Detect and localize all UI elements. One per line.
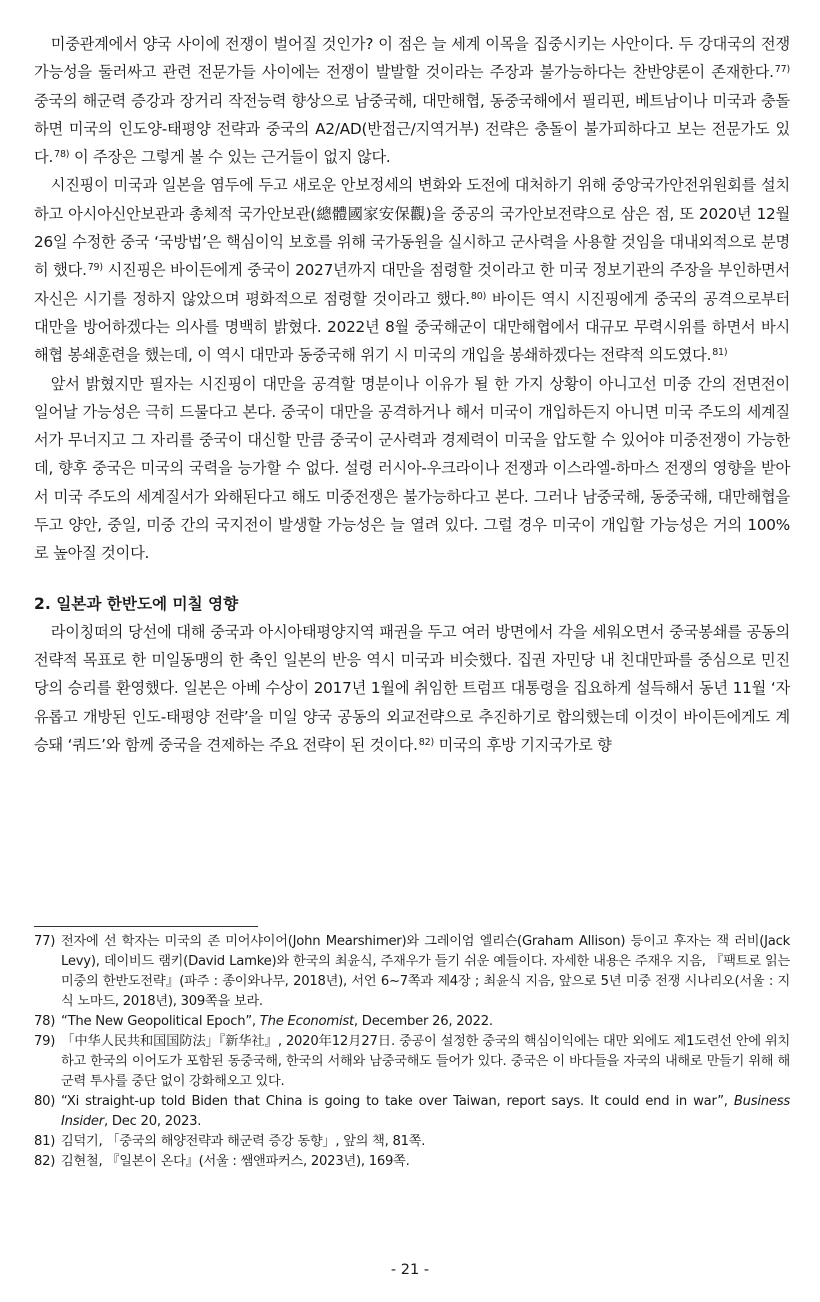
footnote-ref-81[interactable]: 81) <box>712 347 728 359</box>
footnote-81 <box>34 1132 790 1152</box>
footnote-ref-82[interactable]: 82) <box>418 736 434 748</box>
paragraph-text: 미국의 후방 기지국가로 향 <box>433 735 612 754</box>
footnote-number: 81) <box>34 1134 56 1149</box>
footnote-text: 전자에 선 학자는 미국의 존 미어샤이어(John Mearshimer)와 그레이엄 엘리슨(Graham Allison) 등이고 후자는 잭 러비(Jack Levy), 데이비드 램키(David Lamke)와 한국의 최윤식, 주재우가 들기 쉬운 예들이다. 자세한 내용은 주재우 지음, 『팩트로 읽는 미중의 한반도전략』(파주 : 종이와나무, 2018년), 서언 6~7쪽과 제4장 ; 최윤식 지음, 앞으로 5년 미중 전쟁 시나리오(서울 : 지식 노마드, 2018년), 309쪽을 보라. <box>61 934 790 1009</box>
footnote-number: 77) <box>34 934 56 949</box>
paragraph-text: 라이칭떠의 당선에 대해 중국과 아시아태평양지역 패권을 두고 여러 방면에서 각을 세워오면서 중국봉쇄를 공동의 전략적 목표로 한 미일동맹의 한 축인 일본의 반응 역시 미국과 비슷했다. 집권 자민당 내 친대만파를 중심으로 민진당의 승리를 환영했다. 일본은 아베 수상이 2017년 1월에 취임한 트럼프 대통령을 집요하게 설득해서 동년 11월 ‘자유롭고 개방된 인도-태평양 전략’을 미일 양국 공동의 외교전략으로 추진하기로 합의했는데 이것이 바이든에게도 계승돼 ‘쿼드’와 함께 중국을 견제하는 주요 전략이 된 것이다. <box>34 622 790 754</box>
footnote-ref-78[interactable]: 78) <box>54 149 70 161</box>
paragraph-text: 시진핑이 미국과 일본을 염두에 두고 새로운 안보정세의 변화와 도전에 대처하기 위해 중앙국가안전위원회를 설치하고 아시아신안보관과 총체적 국가안보관(總體國家安保觀)을 중공의 국가안보전략으로 삼은 점, 또 2020년 12월 26일 수정한 중국 ‘국방법’은 핵심이익 보호를 위해 국가동원을 실시하고 군사력을 사용할 것임을 대내외적으로 분명히 했다. <box>34 176 790 280</box>
paragraph-2 <box>34 171 790 369</box>
paragraph-text: 미중관계에서 양국 사이에 전쟁이 벌어질 것인가? 이 점은 늘 세계 이목을 집중시키는 사안이다. 두 강대국의 전쟁가능성을 둘러싸고 관련 전문가들 사이에는 전쟁이 발발할 것이라는 주장과 불가능하다는 찬반양론이 존재한다. <box>34 35 790 82</box>
footnote-text: “The New Geopolitical Epoch”, <box>61 1014 260 1029</box>
paragraph-1 <box>34 30 790 171</box>
page-number: - 21 - <box>390 1262 430 1278</box>
footnote-source-title: Business Insider <box>61 1094 790 1129</box>
paragraph-3: 앞서 밝혔지만 필자는 시진핑이 대만을 공격할 명분이나 이유가 될 한 가지 상황이 아니고선 미중 간의 전면전이 일어날 가능성은 극히 드물다고 본다. 중국이 대만을 공격하거나 해서 미국이 개입하든지 아니면 미국 주도의 세계질서가 무너지고 그 자리를 중국이 대신할 만큼 중국이 군사력과 경제력이 미국을 압도할 수 있어야 미중전쟁이 가능한데, 향후 중국은 미국의 국력을 능가할 수 없다. 설령 러시아-우크라이나 전쟁과 이스라엘-하마스 전쟁의 영향을 받아서 미국 주도의 세계질서가 와해된다고 해도 미중전쟁은 불가능하다고 본다. 그러나 남중국해, 동중국해, 대만해협을 두고 양안, 중일, 미중 간의 국지전이 발생할 가능성은 늘 열려 있다. 그럴 경우 미국이 개입할 가능성은 거의 100%로 높아질 것이다. <box>34 374 790 563</box>
paragraph-text: 시진핑은 바이든에게 중국이 2027년까지 대만을 점령할 것이라고 한 미국 정보기관의 주장을 부인하면서 자신은 시기를 정하지 않았으며 평화적으로 점령할 것이라고 했다. <box>34 261 790 308</box>
footnote-text: “Xi straight-up told Biden that China is going to take over Taiwan, report says. It could end in war”, <box>61 1094 734 1109</box>
footnote-number: 78) <box>34 1014 56 1029</box>
footnote-ref-77[interactable]: 77) <box>774 64 790 76</box>
footnote-77 <box>34 932 790 1012</box>
footnote-divider <box>34 926 258 927</box>
footnote-text: 김덕기, 「중국의 해양전략과 해군력 증강 동향」, 앞의 책, 81쪽. <box>61 1134 426 1149</box>
footnote-78 <box>34 1012 790 1032</box>
footnote-ref-80[interactable]: 80) <box>470 290 487 302</box>
footnote-number: 80) <box>34 1094 56 1109</box>
footnote-number: 79) <box>34 1034 56 1049</box>
paragraph-4 <box>34 618 790 759</box>
footnote-text: , December 26, 2022. <box>353 1014 493 1029</box>
footnote-80 <box>34 1092 790 1132</box>
section-spacer <box>34 568 790 590</box>
footnote-82 <box>34 1152 790 1172</box>
footnote-text: 「中华人民共和国国防法」『新华社』, 2020年12月27日. 중공이 설정한 중국의 핵심이익에는 대만 외에도 제1도련선 안에 위치하고 한국의 이어도가 포함된 동중국해, 한국의 서해와 남중국해도 들어가 있다. 중국은 이 바다들을 자국의 내해로 만들기 위해 해군력 투사를 중단 없이 강화해오고 있다. <box>61 1034 790 1089</box>
footnote-number: 82) <box>34 1154 56 1169</box>
paragraph-text: 중국의 해군력 증강과 장거리 작전능력 향상으로 남중국해, 대만해협, 동중국해에서 필리핀, 베트남이나 미국과 충돌하면 미국의 인도양-태평양 전략과 중국의 A2/AD(반접근/지역거부) 전략은 충돌이 불가피하다고 보는 전문가도 있다. <box>34 91 790 167</box>
section-heading: 2. 일본과 한반도에 미칠 영향 <box>34 594 239 613</box>
footnote-ref-79[interactable]: 79) <box>87 262 103 274</box>
paragraph-text: 바이든 역시 시진핑에게 중국의 공격으로부터 대만을 방어하겠다는 의사를 명백히 밝혔다. 2022년 8월 중국해군이 대만해협에서 대규모 무력시위를 하면서 바시해협 봉쇄훈련을 했는데, 이 역시 대만과 동중국해 위기 시 미국의 개입을 봉쇄하겠다는 전략적 의도였다. <box>34 289 790 365</box>
main-text <box>34 30 790 759</box>
footnote-text: 김현철, 『일본이 온다』(서울 : 쌤앤파커스, 2023년), 169쪽. <box>61 1154 410 1169</box>
footnote-source-title: The Economist <box>259 1014 354 1029</box>
paragraph-text: 이 주장은 그렇게 볼 수 있는 근거들이 없지 않다. <box>69 148 391 167</box>
footnote-text: , Dec 20, 2023. <box>103 1114 202 1129</box>
footnote-79 <box>34 1032 790 1092</box>
footnotes-section <box>34 926 790 1172</box>
